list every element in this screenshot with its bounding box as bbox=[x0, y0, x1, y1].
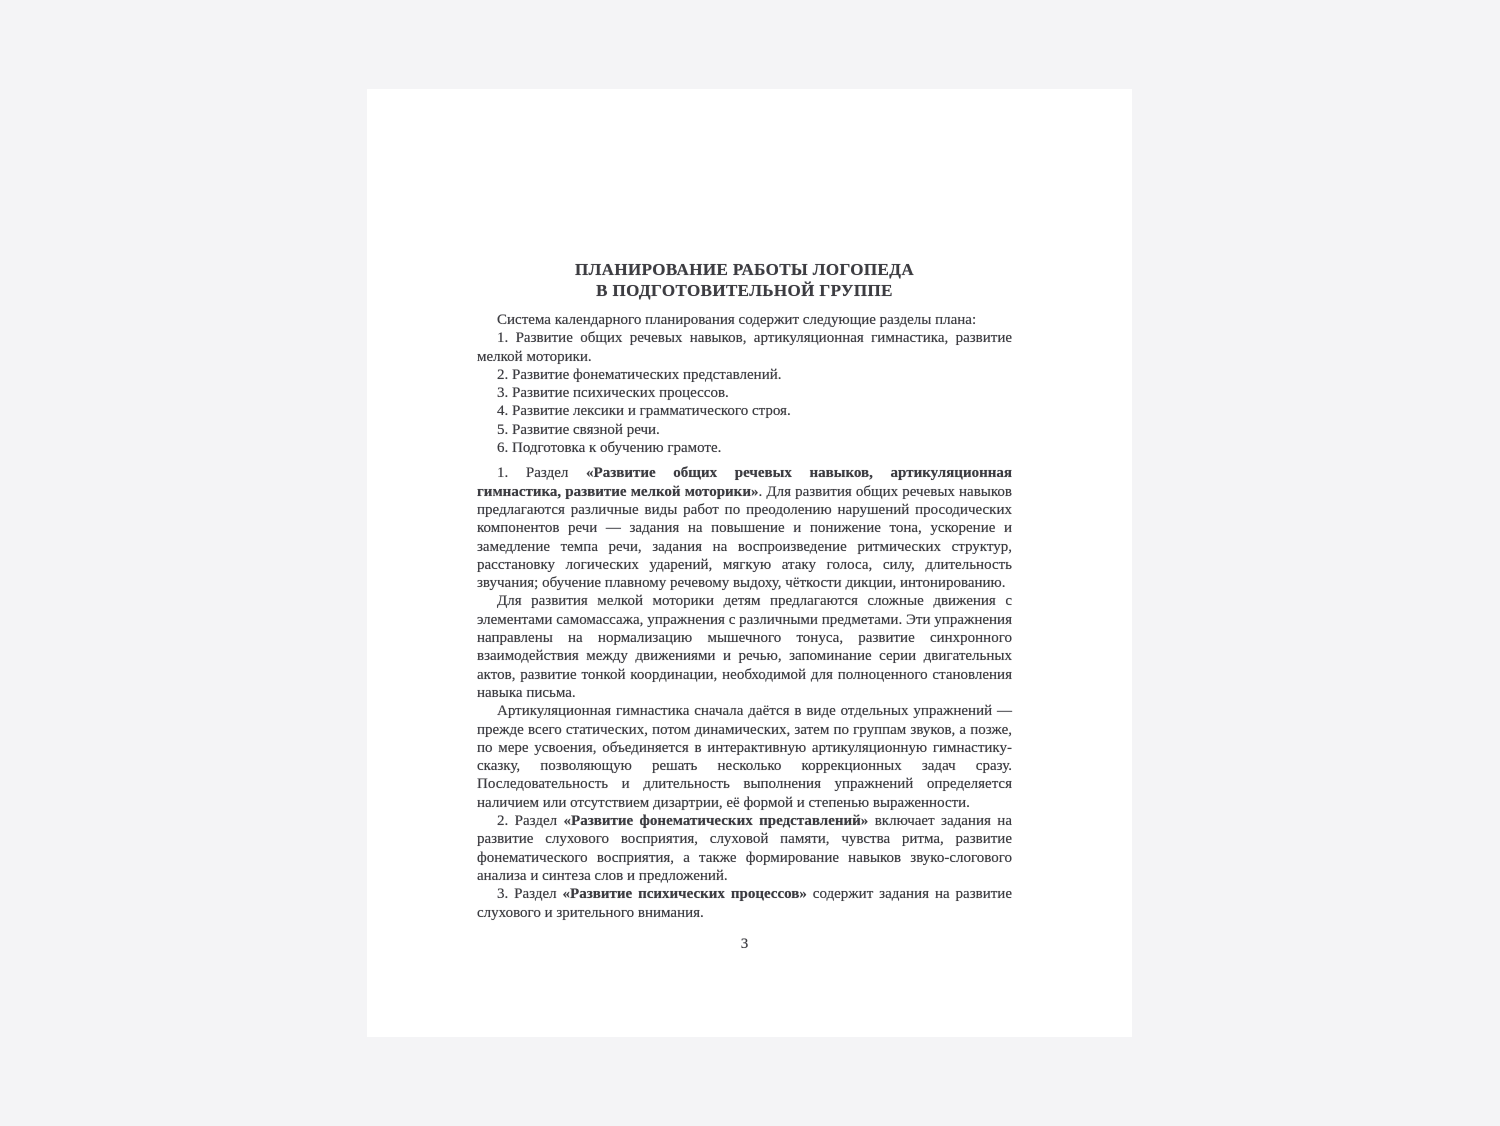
body-paragraph: Для развития мелкой моторики детям предлагаются сложные движения с элементами самомассажа, упражнения с различными предметами. Эти упражнения направлены на нормализацию мышечного тонуса, развитие синхронного взаимодействия между движениями и речью, запоминание серии двигательных актов, развитие тонкой координации, необходимой для полноценного становления навыка письма. bbox=[477, 593, 1012, 701]
plan-list-item: 5. Развитие связной речи. bbox=[497, 421, 660, 438]
plan-list-item: 1. Развитие общих речевых навыков, артикуляционная гимнастика, развитие мелкой моторики. bbox=[477, 330, 1012, 365]
page-content bbox=[477, 259, 1012, 953]
plan-list-item: 6. Подготовка к обучению грамоте. bbox=[497, 440, 722, 457]
body-paragraphs bbox=[477, 464, 1012, 921]
page-title-line-1: ПЛАНИРОВАНИЕ РАБОТЫ ЛОГОПЕДА bbox=[574, 260, 915, 279]
body-paragraph: Артикуляционная гимнастика сначала даётся в виде отдельных упражнений — прежде всего статических, потом динамических, затем по группам звуков, а позже, по мере усвоения, объединяется в интерактивную артикуляционную гимнастику-сказку, позволяющую решать несколько коррекционных задач сразу. Последовательность и длительность выполнения упражнений определяется наличием или отсутствием дизартрии, её формой и степенью выраженности. bbox=[477, 703, 1012, 811]
body-paragraph: 2. Раздел «Развитие фонематических представлений» включает задания на развитие слухового восприятия, слуховой памяти, чувства ритма, развитие фонематического восприятия, а также формирование навыков звуко-слогового анализа и синтеза слов и предложений. bbox=[477, 813, 1012, 884]
plan-list-item: 2. Развитие фонематических представлений. bbox=[497, 366, 782, 383]
intro-paragraph: Система календарного планирования содержит следующие разделы плана: bbox=[497, 312, 977, 328]
plan-list bbox=[477, 329, 1012, 457]
body-paragraph: 3. Раздел «Развитие психических процессов» содержит задания на развитие слухового и зрительного внимания. bbox=[477, 886, 1012, 921]
plan-list-item: 3. Развитие психических процессов. bbox=[497, 385, 729, 402]
page-title-line-2: В ПОДГОТОВИТЕЛЬНОЙ ГРУППЕ bbox=[596, 281, 893, 300]
page-number: 3 bbox=[740, 935, 749, 952]
page-title bbox=[477, 259, 1012, 301]
plan-list-item: 4. Развитие лексики и грамматического строя. bbox=[497, 403, 791, 420]
body-paragraph: 1. Раздел «Развитие общих речевых навыков, артикуляционная гимнастика, развитие мелкой моторики». Для развития общих речевых навыков предлагаются различные виды работ по преодолению нарушений просодических компонентов речи — задания на повышение и понижение тона, ускорение и замедление темпа речи, задания на воспроизведение ритмических структур, расстановку логических ударений, мягкую атаку голоса, силу, длительность звучания; обучение плавному речевому выдоху, чёткости дикции, интонированию. bbox=[477, 465, 1012, 592]
document-page bbox=[367, 89, 1132, 1037]
